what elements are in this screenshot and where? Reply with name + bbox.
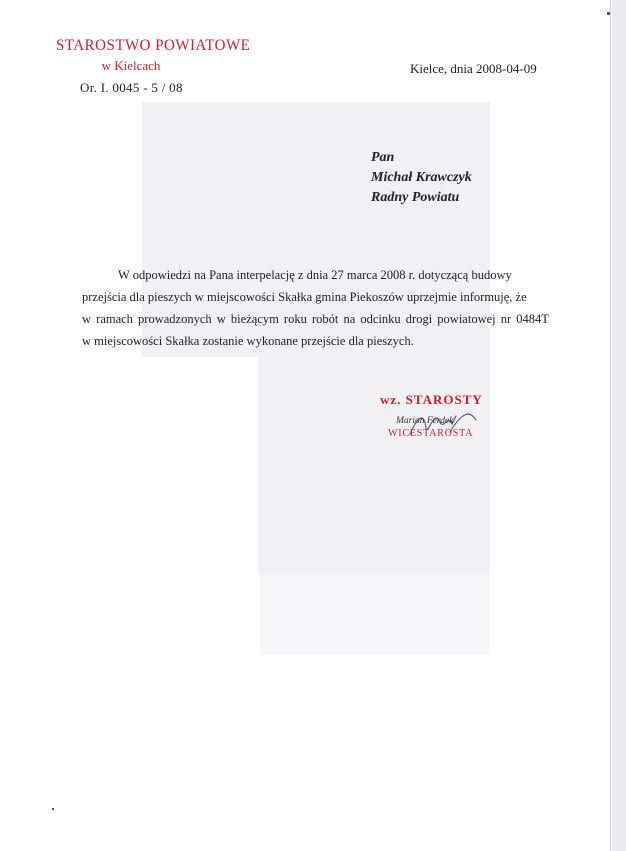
recipient-position: Radny Powiatu [371, 190, 460, 205]
body-line: przejścia dla pieszych w miejscowości Skałka gmina Piekoszów uprzejmie informuję, że [82, 290, 527, 304]
stamp-office-city: w Kielcach [101, 58, 161, 73]
reference-number: Or. I. 0045 - 5 / 08 [80, 80, 183, 95]
recipient-salutation: Pan [371, 150, 395, 165]
signature-title: wz. STAROSTY [380, 392, 483, 407]
body-line: w miejscowości Skałka zostanie wykonane przejście dla pieszych. [82, 334, 414, 348]
scan-speck [607, 12, 610, 15]
scan-edge-line [610, 0, 611, 851]
body-line: W odpowiedzi na Pana interpelację z dnia 27 marca 2008 r. dotyczącą budowy [118, 268, 512, 282]
recipient-block [371, 148, 472, 208]
body-line: w ramach prowadzonych w bieżącym roku robót na odcinku drogi powiatowej nr 0484T [82, 312, 549, 326]
signature-name: Marian Ferdek [396, 416, 454, 426]
letter-body [82, 264, 552, 352]
scan-edge [612, 0, 626, 851]
place-and-date: Kielce, dnia 2008-04-09 [410, 61, 537, 76]
scan-speck [52, 808, 54, 810]
scan-shade-lower [260, 575, 490, 655]
signature-role: WICESTAROSTA [388, 428, 474, 439]
signature-stamp [372, 388, 490, 448]
office-stamp [56, 37, 251, 74]
recipient-name: Michał Krawczyk [371, 170, 472, 185]
stamp-office-name: STAROSTWO POWIATOWE [56, 37, 251, 55]
